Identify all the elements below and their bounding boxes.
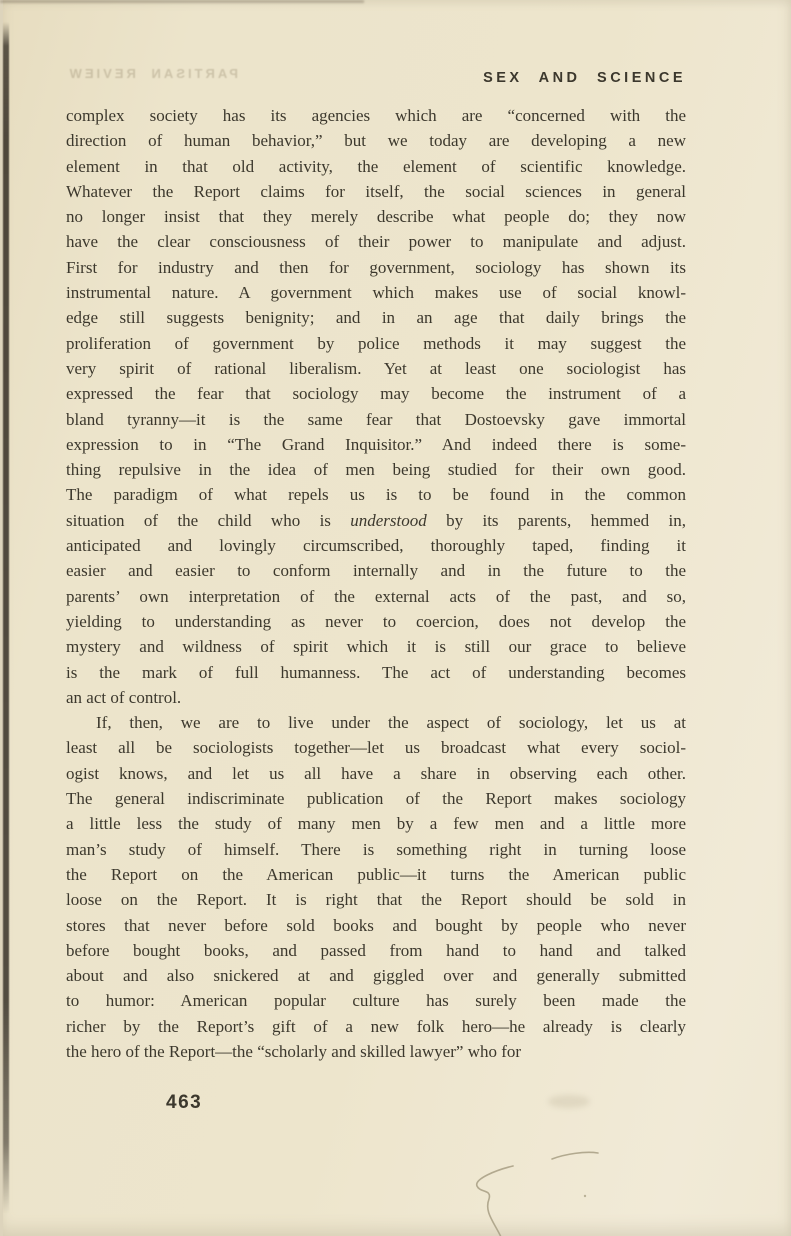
page-top-edge-shadow	[0, 0, 364, 3]
text-line: man’s study of himself. There is something right in turning loose	[66, 839, 686, 859]
text-line: Whatever the Report claims for itself, the social sciences in general	[66, 181, 686, 201]
text-line: yielding to understanding as never to coercion, does not develop the	[66, 611, 686, 631]
text-line: expression to in “The Grand Inquisitor.” And indeed there is some-	[66, 434, 686, 454]
text-line: mystery and wildness of spirit which it is still our grace to believe	[66, 637, 686, 657]
pencil-dash	[552, 1152, 598, 1159]
text-line: ogist knows, and let us all have a share in observing each other.	[66, 763, 686, 783]
text-line: no longer insist that they merely describe what people do; they now	[66, 207, 686, 227]
text-line: If, then, we are to live under the aspect of sociology, let us at	[96, 713, 686, 733]
text-line: richer by the Report’s gift of a new folk hero—he already is clearly	[66, 1016, 686, 1036]
text-line: bland tyranny—it is the same fear that Dostoevsky gave immortal	[66, 409, 686, 429]
text-line: The paradigm of what repels us is to be found in the common	[66, 485, 686, 505]
text-line: element in that old activity, the element of scientific knowledge.	[66, 156, 686, 176]
text-line: stores that never before sold books and bought by people who never	[66, 915, 686, 935]
page-left-edge-shadow	[3, 22, 9, 1214]
text-line: parents’ own interpretation of the external acts of the past, and so,	[66, 586, 686, 606]
text-line: edge still suggests benignity; and in an age that daily brings the	[66, 308, 686, 328]
ink-smudge	[548, 1095, 590, 1108]
text-line: the Report on the American public—it turns the American public	[66, 864, 686, 884]
text-line: direction of human behavior,” but we today are developing a new	[66, 131, 686, 151]
text-line: complex society has its agencies which are “concerned with the	[66, 106, 686, 125]
bleed-through-running-head: PARTISAN REVIEW	[66, 66, 238, 81]
text-line: least all be sociologists together—let us broadcast what every sociol-	[66, 738, 686, 758]
text-line: First for industry and then for government, sociology has shown its	[66, 257, 686, 277]
text-line: instrumental nature. A government which makes use of social knowl-	[66, 283, 686, 303]
running-head: SEX AND SCIENCE	[483, 70, 686, 86]
text-line: the hero of the Report—the “scholarly and skilled lawyer” who for	[66, 1041, 522, 1061]
text-line: is the mark of full humanness. The act of understanding becomes	[66, 662, 686, 682]
text-line: about and also snickered at and giggled over and generally submitted	[66, 966, 686, 986]
text-line: easier and easier to conform internally and in the future to the	[66, 561, 686, 581]
text-line: to humor: American popular culture has surely been made the	[66, 991, 686, 1011]
text-line: anticipated and lovingly circumscribed, thoroughly taped, finding it	[66, 536, 686, 556]
text-line: a little less the study of many men by a few men and a little more	[66, 814, 686, 834]
text-line: loose on the Report. It is right that the Report should be sold in	[66, 890, 686, 910]
text-line: situation of the child who is understood by its parents, hemmed in,	[66, 510, 686, 530]
pencil-curve	[477, 1166, 513, 1236]
text-line: thing repulsive in the idea of men being studied for their own good.	[66, 460, 686, 480]
text-line: very spirit of rational liberalism. Yet at least one sociologist has	[66, 358, 686, 378]
pencil-dot	[584, 1195, 586, 1197]
text-line: The general indiscriminate publication of the Report makes sociology	[66, 789, 686, 809]
text-line: an act of control.	[66, 687, 182, 707]
text-line: expressed the fear that sociology may become the instrument of a	[66, 384, 686, 404]
text-line: have the clear consciousness of their power to manipulate and adjust.	[66, 232, 686, 252]
text-line: before bought books, and passed from hand to hand and talked	[66, 940, 686, 960]
page-number: 463	[166, 1092, 203, 1113]
text-line: proliferation of government by police methods it may suggest the	[66, 333, 686, 353]
body-text	[66, 103, 686, 1064]
